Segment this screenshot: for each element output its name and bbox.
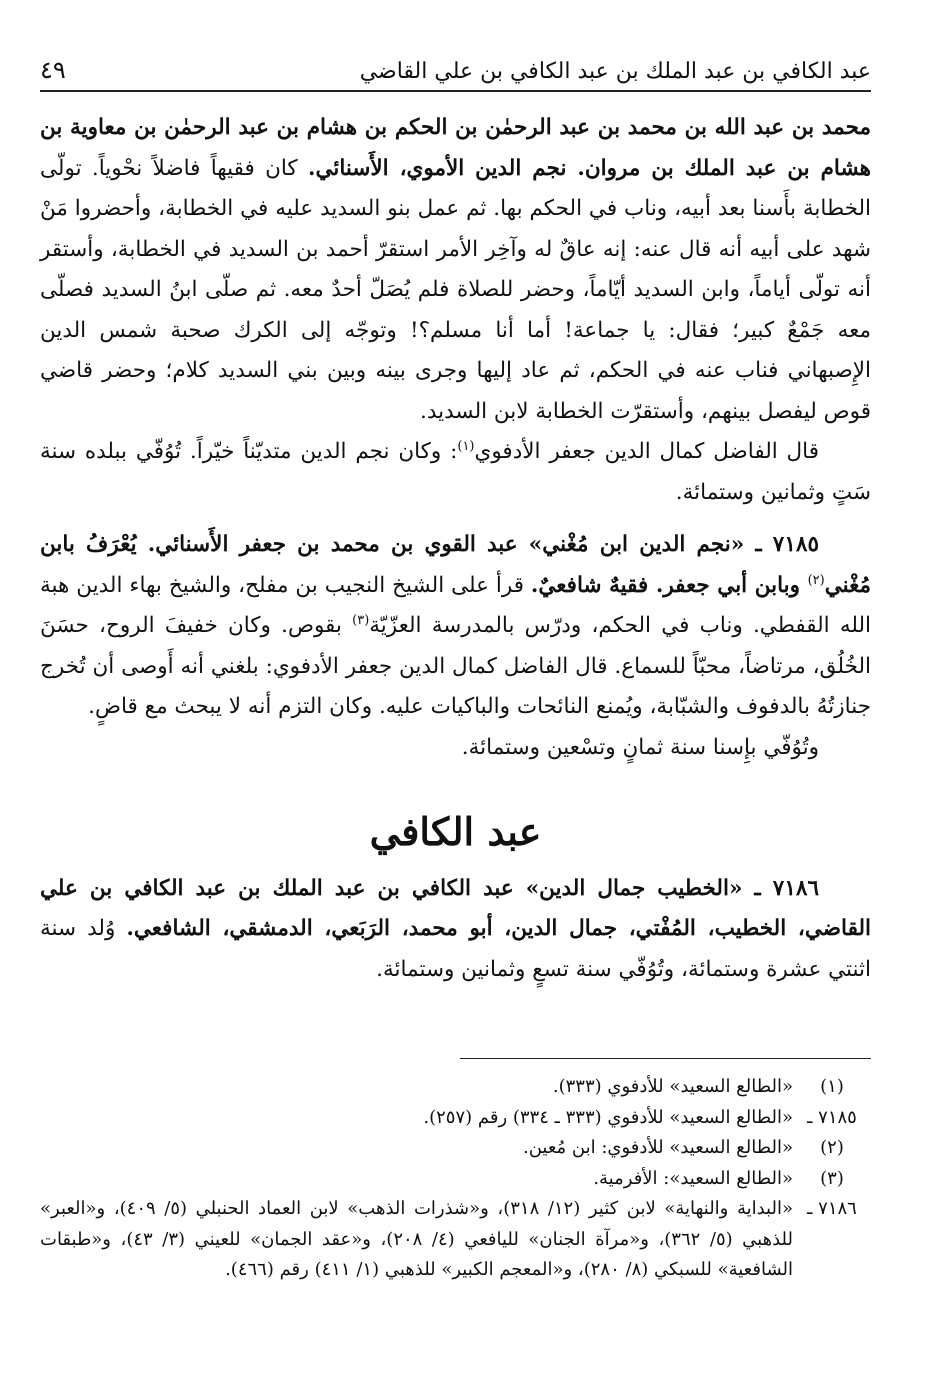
entry-continued: [40, 108, 871, 432]
entry-7186-body: وُلد سنة اثنتي عشرة وستمائة، وتُوُفّي سنة تسعٍ وثمانين وستمائة.: [40, 916, 871, 982]
quote-text: قال الفاضل كمال الدين جعفر الأدفوي: [474, 439, 819, 464]
footnote-mark: (١): [820, 1076, 844, 1097]
footnote-ref: (٢): [807, 572, 825, 588]
footnote-mark: ٧١٨٦ ـ: [807, 1198, 857, 1219]
footnote-text: «الطالع السعيد»: الأفرمية.: [593, 1167, 793, 1189]
entry-lead-name: محمد بن عبد الله بن محمد بن عبد الرحمٰن بن الحكم بن هشام بن عبد الرحمٰن بن معاوية بن هشام بن عبد الملك بن مروان. نجم الدين الأموي، الأَسنائي.: [40, 115, 871, 181]
quote-text-end: : وكان نجم الدين متديّناً خيّراً. تُوُفّي ببلده سنة سَتٍ وثمانين وستمائة.: [40, 439, 871, 505]
entry-7185-title: ٧١٨٥ ـ «نجم الدين ابن مُغْني» عبد القوي بن محمد بن جعفر الأَسنائي. يُعْرَفُ بابن مُغْني: [40, 532, 871, 598]
running-title: عبد الكافي بن عبد الملك بن عبد الكافي بن علي القاضي: [359, 59, 871, 84]
page-header: [40, 44, 871, 92]
footnote: [40, 1164, 871, 1195]
entry-7185-death: وتُوُفّي بإِسنا سنة ثمانٍ وتسْعين وستمائة.: [461, 734, 819, 760]
footnote: [40, 1133, 871, 1164]
page-number: ٤٩: [40, 56, 66, 84]
entry-7186-title: ٧١٨٦ ـ «الخطيب جمال الدين» عبد الكافي بن عبد الملك بن عبد الكافي بن علي القاضي، الخطيب، المُفْتي، جمال الدين، أبو محمد، الرَبَعي، الدمشقي، الشافعي.: [40, 875, 871, 941]
footnote-text: «الطالع السعيد» للأدفوي: ابن مُعين.: [522, 1137, 793, 1158]
entry-7185-body: قرأ على الشيخ النجيب بن مفلح، والشيخ بهاء الدين هبة الله القفطي. وناب في الحكم، ودرّس بالمدرسة العزّيّة: [40, 572, 871, 638]
footnote-text: «البداية والنهاية» لابن كثير (١٢/ ٣١٨)، و«شذرات الذهب» لابن العماد الحنبلي (٥/ ٤٠٩)، و«العبر» للذهبي (٥/ ٣٦٢)، و«مرآة الجنان» لليافعي (٤/ ٢٠٨)، و«عقد الجمان» للعيني (٣/ ٤٣)، و«طبقات الشافعية» للسبكي (٨/ ٢٨٠)، و«المعجم الكبير» للذهبي (١/ ٤١١) رقم (٤٦٦).: [40, 1198, 793, 1280]
footnotes: [40, 1072, 871, 1286]
footnote-mark: ٧١٨٥ ـ: [807, 1106, 857, 1128]
footnote-divider: [460, 1058, 871, 1059]
main-text: [40, 108, 871, 990]
entry-7185: [40, 525, 871, 728]
section-title: عبد الكافي: [369, 809, 542, 854]
footnote-mark: (٣): [820, 1167, 844, 1189]
entry-7186: [40, 869, 871, 991]
entry-7185-alias: وبابن أبي جعفر. فقيهٌ شافعيٌ.: [530, 572, 808, 598]
entry-body: كان فقيهاً فاضلاً نحْوياً. تولّى الخطابة بأَسنا بعد أبيه، وناب في الحكم بها. ثم عمل بنو السديد عليه في الخطابة، وأحضروا مَنْ شهد على أبيه أنه قال عنه: إنه عاقٌ له وآخِر الأمر استقرّ أحمد بن السديد في الخطابة، وأستقر أنه تولّى أياماً، وابن السديد أيّاماً، وحضر للصلاة فلم يُصَلّ أحدٌ معه. ثم صلّى ابنُ السديد فصلّى معه جَمْعٌ كبير؛ فقال: يا جماعة! أما أنا مسلم؟! وتوجّه إلى الكرك صحبة شمس الدين الإِصبهاني فناب عنه في الحكم، ثم عاد إليها وجرى بينه وبين بني السديد كلام؛ وحضر قاضي قوص ليفصل بينهم، وأستقرّت الخطابة لابن السديد.: [40, 155, 871, 424]
footnote: [40, 1103, 871, 1134]
footnote: [40, 1194, 871, 1286]
entry-7185-body-end: بقوص. وكان خفيفَ الروح، حسَنَ الخُلُق، مرتاضاً، محبّاً للسماع. قال الفاضل كمال الدين جعفر الأدفوي: بلغني أنه أَوصى أن تُخرج جنازتُهُ بالدفوف والشبّابة، ويُمنع النائحات والباكيات عليه. وكان التزم أنه لا يبحث مع قاضٍ.: [40, 613, 871, 719]
quote-paragraph: [40, 432, 871, 513]
footnote: [40, 1072, 871, 1103]
footnote-text: «الطالع السعيد» للأدفوي (٣٣٣ ـ ٣٣٤) رقم (٢٥٧).: [423, 1106, 793, 1128]
footnote-mark: (٢): [820, 1137, 844, 1158]
footnote-ref: (١): [457, 438, 475, 454]
footnote-text: «الطالع السعيد» للأدفوي (٣٣٣).: [552, 1076, 793, 1097]
footnote-ref: (٣): [352, 612, 370, 628]
